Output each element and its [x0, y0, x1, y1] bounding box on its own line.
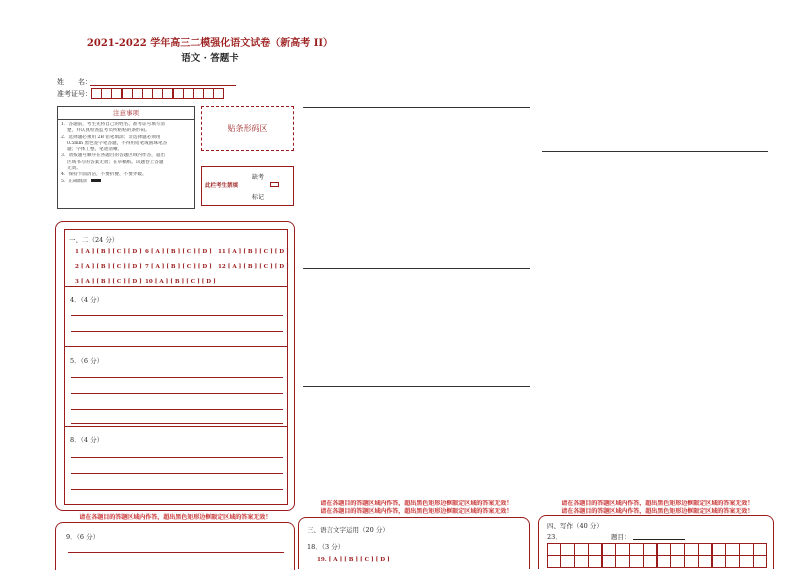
answer-sheet-subtitle: 语文 · 答题卡 [181, 53, 239, 64]
essay-topic-label: 题目： [611, 533, 631, 541]
absent-checkbox[interactable] [270, 182, 279, 187]
blank-rule-line [303, 268, 530, 269]
essay-writing-grid[interactable] [547, 543, 767, 568]
choice-row-2 [218, 264, 289, 270]
notice-line: 无效。 [67, 166, 81, 172]
absent-label: 缺考 [252, 174, 265, 181]
warning-line: 请在各题目的答题区域内作答，超出黑色矩形边框限定区域的答案无效！ [319, 508, 512, 515]
filled-mark-sample-icon [91, 179, 101, 182]
q4-answer-area[interactable] [64, 287, 288, 347]
question-number: 7 [145, 264, 149, 270]
blank-rule-line [303, 107, 530, 108]
answer-section-3 [298, 517, 530, 569]
q23-label: 23． [547, 533, 562, 541]
question-number: 12 [218, 264, 226, 270]
notice-box [57, 106, 195, 209]
choice-options[interactable]: [ A ] [ B ] [ C ] [ D ] [80, 264, 142, 270]
choice-row-2 [75, 264, 142, 270]
choice-row-1 [75, 249, 142, 255]
choice-row-3 [145, 279, 216, 285]
notice-line: 3．请按题号顺序在各题目的答题区域内作答，超出 [61, 153, 165, 159]
barcode-area: 贴条形码区 [201, 106, 294, 151]
answer-line [71, 315, 283, 316]
notice-line: 区域书写的答案无效；在草稿纸、试题卷上答题 [67, 159, 164, 165]
section-heading: 四、写作（40 分） [547, 522, 603, 530]
notice-line-text: 5．正确填涂 [61, 178, 87, 184]
notice-line: 4．保持卡面清洁，不要折叠、不要弄破。 [61, 172, 147, 178]
answer-line [71, 423, 283, 424]
answer-section-9[interactable] [55, 522, 295, 570]
answer-line [71, 457, 283, 458]
notice-line: 1．答题前，考生先将自己的姓名、准考证号填写清 [61, 122, 165, 127]
question-number: 2 [75, 264, 79, 270]
exam-title: 2021-2022 学年高三二模强化语文试卷（新高考 II） [86, 38, 334, 49]
question-number: 10 [145, 279, 153, 285]
q19-choice-options[interactable]: 19. [ A ] [ B ] [ C ] [ D ] [317, 557, 390, 563]
choice-row-1 [218, 249, 289, 255]
q9-label: 9．（6 分） [66, 533, 100, 541]
answer-line [71, 393, 283, 394]
absent-mark-label: 标记 [252, 194, 265, 201]
absent-mark-box [201, 166, 294, 206]
answer-line [71, 473, 283, 474]
choice-options[interactable]: [ A ] [ B ] [ C ] [ D ] [227, 264, 289, 270]
warning-line: 请在各题目的答题区域内作答，超出黑色矩形边框限定区域的答案无效！ [319, 500, 512, 507]
choice-row-2 [145, 264, 212, 270]
q8-label: 8．（4 分） [70, 436, 104, 444]
choice-options[interactable]: [ A ] [ B ] [ C ] [ D ] [227, 249, 289, 255]
warning-line: 请在各题目的答题区域内作答，超出黑色矩形边框限定区域的答案无效！ [560, 508, 753, 515]
question-number: 6 [145, 249, 149, 255]
q18-label[interactable]: 18．（3 分） [307, 543, 345, 551]
answer-section-1 [55, 221, 295, 511]
q5-answer-area[interactable] [64, 347, 288, 427]
blank-rule-line [303, 386, 530, 387]
notice-line: 题；字体工整、笔迹清晰。 [67, 147, 123, 153]
choice-options[interactable]: [ A ] [ B ] [ C ] [ D ] [80, 249, 142, 255]
q5-label: 5．（6 分） [70, 357, 104, 365]
q8-answer-area[interactable] [64, 427, 288, 505]
answer-line [71, 331, 283, 332]
notice-body [58, 120, 194, 187]
question-number: 11 [218, 249, 226, 255]
choice-options[interactable]: [ A ] [ B ] [ C ] [ D ] [150, 264, 212, 270]
section-heading: 一、二（24 分） [69, 236, 119, 244]
answer-section-4 [538, 515, 774, 569]
exam-id-boxes[interactable] [91, 88, 224, 99]
answer-line [71, 489, 283, 490]
question-number: 3 [75, 279, 79, 285]
notice-line: 楚，并认真检查监考员所粘贴的条形码。 [67, 128, 150, 134]
out-of-bounds-warning [300, 500, 532, 516]
warning-line: 请在各题目的答题区域内作答，超出黑色矩形边框限定区域的答案无效！ [560, 500, 753, 507]
choice-options[interactable]: [ A ] [ B ] [ C ] [ D ] [80, 279, 142, 285]
name-label: 姓 名： [57, 78, 92, 86]
notice-heading: 注意事项 [58, 107, 194, 120]
notice-line: 2．选择题必须用 2B 铅笔填涂；非选择题必须用 [61, 134, 161, 140]
notice-line: 0.5mm 黑色签字笔答题，不得用铅笔或圆珠笔答 [67, 140, 168, 146]
choice-row-3 [75, 279, 142, 285]
q4-label: 4．（4 分） [70, 296, 104, 304]
answer-line [71, 409, 283, 410]
choice-row-1 [145, 249, 212, 255]
notice-line [61, 179, 191, 185]
answer-line [71, 377, 283, 378]
out-of-bounds-warning: 请在各题目的答题区域内作答，超出黑色矩形边框限定区域的答案无效！ [78, 514, 271, 521]
question-number: 1 [75, 249, 79, 255]
choice-options[interactable]: [ A ] [ B ] [ C ] [ D ] [154, 279, 216, 285]
blank-rule-line [542, 151, 768, 152]
section-heading: 三、语言文字运用（20 分） [307, 526, 389, 534]
name-field[interactable] [90, 85, 236, 86]
exam-id-label: 准考证号： [57, 90, 92, 98]
exam-id-digit-box[interactable] [213, 88, 224, 99]
essay-topic-field[interactable] [633, 539, 685, 540]
choice-grid [64, 229, 288, 287]
absent-restricted-label: 此栏考生禁填 [205, 183, 239, 189]
choice-options[interactable]: [ A ] [ B ] [ C ] [ D ] [150, 249, 212, 255]
out-of-bounds-warning [540, 500, 774, 516]
answer-line [68, 552, 284, 553]
